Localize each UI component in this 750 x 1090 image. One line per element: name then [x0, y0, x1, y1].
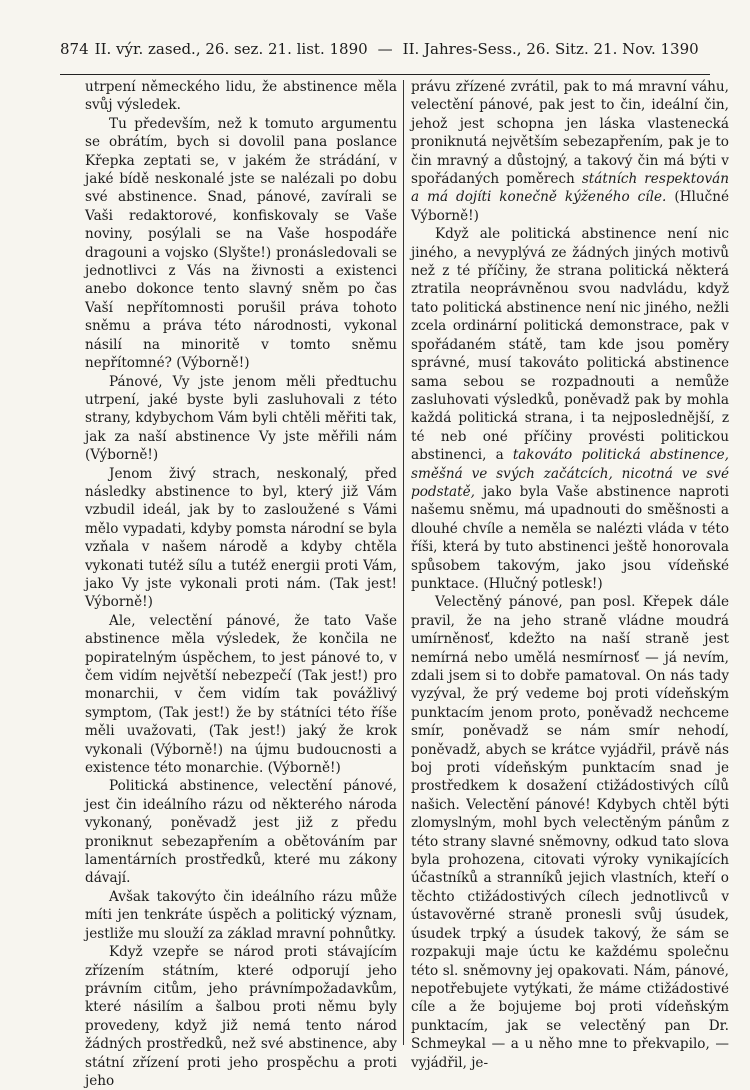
- paragraph: utrpení německého lidu, že abstinence měla svůj výsledek.: [85, 79, 397, 114]
- header-german-title: II. Jahres-Sess., 26. Sitz. 21. Nov. 1390: [402, 40, 699, 58]
- text-run: právu zřízené zvrátil, pak to má mravní váhu, velectění pánové, pak jest to čin, ideální čin, jehož jest schopna jen láska vlastenecká proniknutá největším sebezapřením, pak je to čin mravný a důstojný, a takový čin má býti v spořádaných poměrech: [411, 79, 729, 188]
- page-number: 874: [60, 40, 89, 58]
- paragraph: Ale, velectění pánové, že tato Vaše abstinence měla výsledek, že končila ne popiratelným úspěchem, to jest pánové to, v čem vidím největší nebezpečí (Tak jest!) pro monarchii, v čem vidím tak povážlivý symptom, (Tak jest!) že by státníci této říše měli uvažovati, (Tak jest!) jaký že krok vykonali (Výborně!) na újmu budoucnosti a existence této monarchie. (Výborně!): [85, 612, 397, 777]
- italic-run: takováto politická abstinence, směšná ve svých začátcích, nicotná ve své podstatě,: [411, 447, 729, 500]
- text-run: Velectěný pánové, pan posl. Křepek dále pravil, že na jeho straně vládne moudrá umírněnosť, kdežto na naší straně jest nemírná nebo umělá nesmírnosť — já nevím, zdali jsem si to dobře pamatoval. On nás tady vyzýval, že prý vedeme boj proti vídeňským punktacím jenom proto, poněvadž nechceme smír, poněvadž se nám smír nehodí, poněvadž, abych se krátce vyjádřil, právě nás boj proti vídeňským punktacím snad je prostředkem k dosažení ctižádostivých cílů našich. Velectění pánové! Kdybych chtěl býti zlomyslným, mohl bych velectěným pánům z této strany slavné sněmovny, odkud tato slova byla prohozena, citovati výroky vynikajících účastníků a stranníků jejich vlastních, kteří o těchto ctižádostivých cílech jednotlivců v ústavověrné straně pronesli svůj úsudek, úsudek trpký a úsudek takový, že sám se rozpakuji maje úctu ke každému společnu této sl. sněmovny jej opakovati. Nám, pánové, nepotřebujete vytýkati, že máme ctižádostivé cíle a že bojujeme boj proti vídeňským punktacím, jak se velectěný pan Dr. Schmeykal — a u něho mne to překvapilo, — vyjádřil, je-: [411, 594, 729, 1071]
- right-column: [411, 78, 729, 1072]
- paragraph: [411, 78, 729, 225]
- header-separator: —: [377, 40, 393, 58]
- paragraph: Avšak takovýto čin ideálního rázu může míti jen tenkráte úspěch a politický význam, jestliže mu slouží za základ mravní pohnůtky.: [85, 888, 397, 942]
- paragraph: [411, 225, 729, 593]
- running-header: [60, 40, 710, 70]
- paragraph: Pánové, Vy jste jenom měli předtuchu utrpení, jaké byste byli zasluhovali z této strany, kdybychom Vám byli chtěli měřiti tak, jak za naší abstinence Vy jste měřili nám (Výborně!): [85, 373, 397, 464]
- header-rule: [60, 74, 710, 75]
- paragraph: Jenom živý strach, neskonalý, před následky abstinence to byl, který již Vám vzbudil ideál, jak by to zasloužené s Vámi mělo vypadati, kdyby pomsta národní se byla vzňala v našem národě a kdyby chtěla vykonati tutéž sílu a tutéž energii proti Vám, jako Vy jste vykonali proti nám. (Tak jest! Výborně!): [85, 465, 397, 611]
- text-run: Když ale politická abstinence není nic jiného, a nevyplývá ze žádných jiných motivů než z té příčiny, že strana politická některá ztratila neoprávněnou svou nadvládu, když tato politická abstinence není nic jiného, nežli zcela ordinární politická demonstrace, pak v spořádaném státě, tam kde jsou poměry správné, musí takováto politická abstinence sama sebou se rozpadnouti a nemůže zasluhovati výsledků, poněvadž pak by mohla každá politická strana, i ta nejposlednější, z té neb oné příčiny provésti politickou abstinenci, a: [411, 226, 729, 464]
- paragraph: [411, 593, 729, 1072]
- text-run: jako byla Vaše abstinence naproti našemu sněmu, má upadnouti do směšnosti a dlouhé chvíle a neměla se nalézti vláda v této říši, která by tuto abstinenci ještě honorovala spůsobem takovým, jako jsou vídeňské punktace. (Hlučný potlesk!): [411, 483, 729, 592]
- paragraph: Tu především, než k tomuto argumentu se obrátím, bych si dovolil pana poslance Křepka zeptati se, v jakém že strádání, v jaké bídě neskonalé jste se nalézali po dobu své abstinence. Snad, pánové, zavírali se Vaši redaktorové, konfiskovaly se Vaše noviny, posýlali se na Vaše hospodáře dragouni a vojsko (Slyšte!) pronásledovali se jednotlivci z Vás na živnosti a existenci anebo dokonce tento slavný sněm po čas Vaší nepřítomnosti porušil práva tohoto sněmu a práva této národnosti, vykonal násilí na minoritě v tomto sněmu nepřítomné? (Výborně!): [85, 115, 397, 372]
- paragraph: Politická abstinence, velectění pánové, jest čin ideálního rázu od některého národa vykonaný, poněvadž jest již z předu proniknut sebezapřením a obětováním par lamentárních prostředků, které mu zákony dávají.: [85, 778, 397, 887]
- paragraph: Když vzepře se národ proti stávajícím zřízením státním, které odporují jeho právním citům, jeho právnímpožadavkům, které násilím a šalbou proti němu byly provedeny, když již nemá tento národ žádných prostředků, než své abstinence, aby státní zřízení proti jeho prospěchu a proti jeho: [85, 944, 397, 1089]
- header-czech-title: II. výr. zased., 26. sez. 21. list. 1890: [94, 40, 368, 58]
- text-run: (Hlučné Výborně!): [411, 189, 729, 224]
- column-divider: [403, 80, 404, 1045]
- left-column: [85, 78, 397, 1090]
- italic-run: státních respektován a má dojíti konečně kýženého cíle.: [411, 171, 729, 206]
